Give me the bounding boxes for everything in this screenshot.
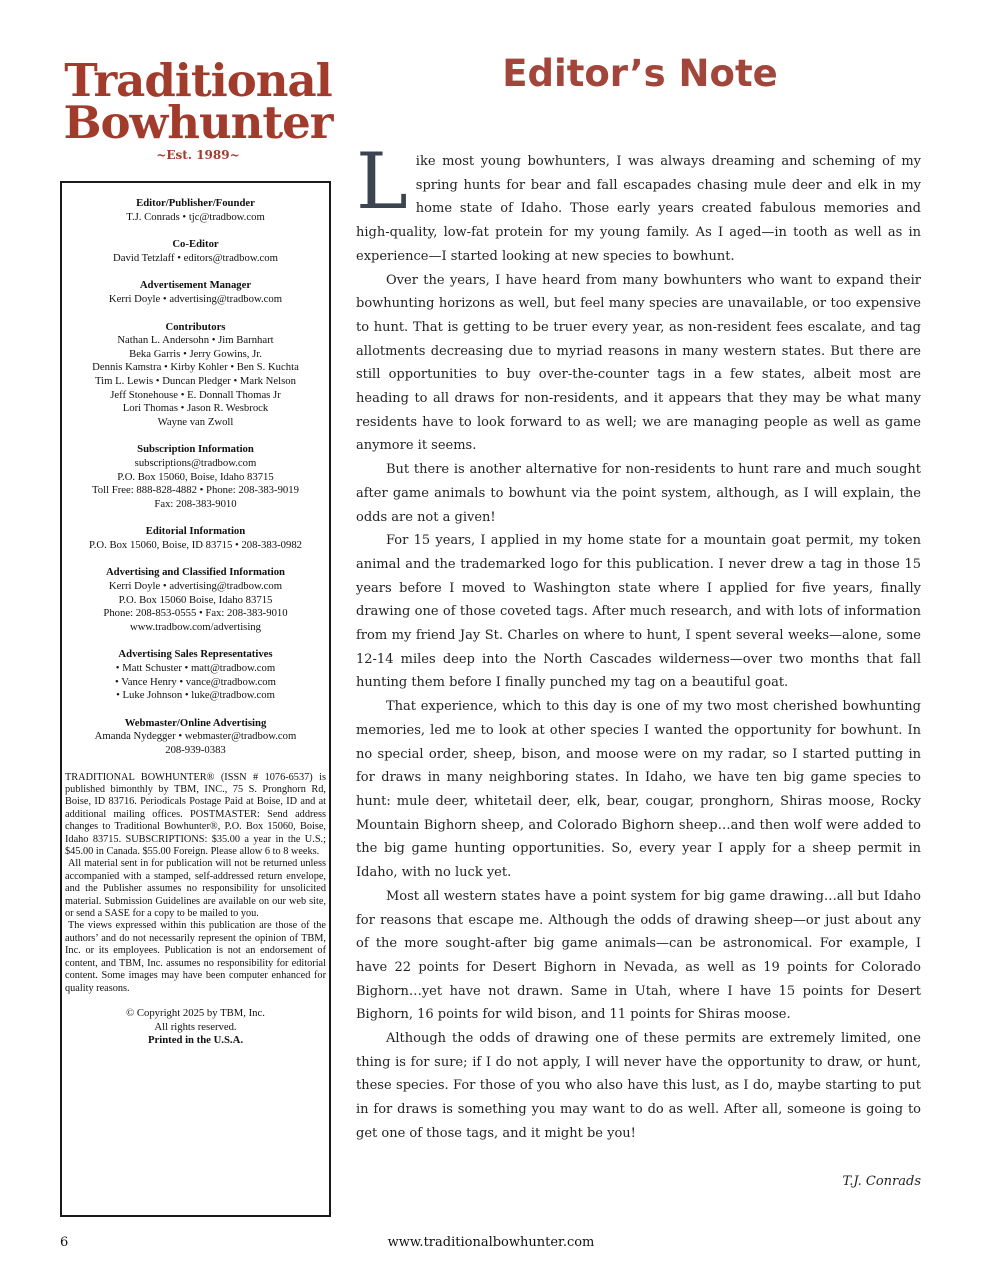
masthead-heading: Subscription Information xyxy=(137,443,254,456)
printed-line: Printed in the U.S.A. xyxy=(147,1034,243,1047)
editors-note-article xyxy=(356,137,921,1146)
copyright-block xyxy=(65,1007,326,1048)
masthead-line: Amanda Nydegger • webmaster@tradbow.com xyxy=(94,730,297,743)
masthead-section xyxy=(65,717,326,758)
masthead-line: Kerri Doyle • advertising@tradbow.com xyxy=(108,292,283,305)
masthead-line: subscriptions@tradbow.com xyxy=(134,456,257,469)
legal-notice xyxy=(65,772,326,995)
masthead-line: David Tetzlaff • editors@tradbow.com xyxy=(113,251,278,264)
masthead-line: Beka Garris • Jerry Gowins, Jr. xyxy=(129,347,262,360)
masthead-line: P.O. Box 15060, Boise, Idaho 83715 xyxy=(117,470,274,483)
masthead-heading: Editor/Publisher/Founder xyxy=(136,197,255,209)
masthead-section xyxy=(65,279,326,306)
masthead-line: P.O. Box 15060, Boise, ID 83715 • 208-383-0982 xyxy=(88,538,303,551)
masthead-line: Nathan L. Andersohn • Jim Barnhart xyxy=(117,334,274,347)
logo-line-2: Bowhunter xyxy=(63,96,333,149)
masthead-line: Dennis Kamstra • Kirby Kohler • Ben S. Kuchta xyxy=(92,361,299,374)
masthead-line: • Matt Schuster • matt@tradbow.com xyxy=(115,662,276,675)
article-paragraph: Most all western states have a point system for big game drawing…all but Idaho for reasons that escape me. Although the odds of drawing sheep—or just about any of the more sought-after big game animals—can be astronomical. For example, I have 22 points for Desert Bighorn in Nevada, as well as 19 points for Colorado Bighorn…yet have not drawn. Same in Utah, where I have 15 points for Desert Bighorn, 16 points for wild bison, and 11 points for Shiras moose. xyxy=(356,888,921,1023)
masthead-section xyxy=(65,238,326,265)
legal-paragraph: TRADITIONAL BOWHUNTER® (ISSN # 1076-6537) is published bimonthly by TBM, INC., 75 S. Pronghorn Rd, Boise, ID 83716. Periodicals Postage Paid at Boise, ID and at additional mailing offices. POSTMASTER: Send address changes to Traditional Bowhunter®, P.O. Box 15060, Boise, Idaho 83715. SUBSCRIPTIONS: $35.00 a year in the U.S.; $45.00 in Canada. $55.00 Foreign. Please allow 6 to 8 weeks. xyxy=(65,771,326,858)
masthead-line: Fax: 208-383-9010 xyxy=(154,497,237,510)
masthead-box xyxy=(60,181,331,1217)
masthead-section xyxy=(65,321,326,430)
article-paragraph: But there is another alternative for non-residents to hunt rare and much sought after game animals to bowhunt via the point system, although, as I will explain, the odds are not a given! xyxy=(356,462,921,525)
masthead-heading: Webmaster/Online Advertising xyxy=(124,716,267,729)
masthead-line: Kerri Doyle • advertising@tradbow.com xyxy=(108,580,283,593)
masthead-section xyxy=(65,197,326,224)
masthead-line: www.tradbow.com/advertising xyxy=(130,620,261,633)
masthead-line: P.O. Box 15060 Boise, Idaho 83715 xyxy=(118,593,273,606)
masthead-section xyxy=(65,443,326,511)
logo-established: ~Est. 1989~ xyxy=(156,148,240,162)
page-number: 6 xyxy=(60,1235,69,1250)
masthead-line: 208-939-0383 xyxy=(165,744,226,756)
magazine-logo xyxy=(58,54,338,162)
article-paragraph: For 15 years, I applied in my home state for a mountain goat permit, my token animal and the trademarked logo for this publication. I never drew a tag in those 15 years before I moved to Washington state where I applied for five years, finally drawing one of those coveted tags. After much research, and with lots of information from my friend Jay St. Charles on where to hunt, I spent several weeks—alone, some 12-14 miles deep into the North Cascades wilderness—over two months that fall hunting them before I finally punched my tag on a beautiful goat. xyxy=(356,533,921,691)
masthead-line: • Vance Henry • vance@tradbow.com xyxy=(115,675,276,688)
page-title: Editor’s Note xyxy=(502,52,778,95)
copyright-line: © Copyright 2025 by TBM, Inc. xyxy=(126,1006,265,1019)
masthead-line: Lori Thomas • Jason R. Wesbrock xyxy=(122,402,269,415)
masthead-heading: Contributors xyxy=(165,320,226,333)
masthead-section xyxy=(65,525,326,552)
masthead-heading: Advertisement Manager xyxy=(139,279,252,292)
masthead-heading: Advertising and Classified Information xyxy=(105,566,286,579)
masthead-section xyxy=(65,566,326,634)
masthead-line: Toll Free: 888-828-4882 • Phone: 208-383-9019 xyxy=(92,484,299,497)
article-paragraph: That experience, which to this day is one of my two most cherished bowhunting memories, led me to look at other species I wanted the opportunity for bowhunt. In no special order, sheep, bison, and moose were on my radar, so I started putting in for draws in many neighboring states. In Idaho, we have ten big game species to hunt: mule deer, whitetail deer, elk, bear, cougar, pronghorn, Shiras moose, Rocky Mountain Bighorn sheep, and Colorado Bighorn sheep…and then wolf were added to the big game hunting opportunities. So, every year I apply for a sheep permit in Idaho, with no luck yet. xyxy=(356,699,921,881)
article-paragraph xyxy=(356,137,921,269)
masthead-line: T.J. Conrads • tjc@tradbow.com xyxy=(126,210,265,223)
masthead-heading: Advertising Sales Representatives xyxy=(118,648,273,661)
rights-line: All rights reserved. xyxy=(154,1020,237,1033)
drop-cap: L xyxy=(356,137,408,227)
first-paragraph-text: ike most young bowhunters, I was always dreaming and scheming of my spring hunts for bear and fall escapades chasing mule deer and elk in my home state of Idaho. Those early years created fabulous memories and high-quality, low-fat protein for my young family. As I aged—in tooth as well as in experience—I started looking at new species to bowhunt. xyxy=(356,154,921,264)
masthead-sections xyxy=(65,197,326,758)
legal-paragraph: The views expressed within this publication are those of the authors’ and do not necessarily represent the opinion of TBM, Inc. or its employees. Publication is not an endorsement of content, and TBM, Inc. assumes no responsibility for editorial content. Some images may have been computer enhanced for quality reasons. xyxy=(65,920,326,994)
masthead-heading: Editorial Information xyxy=(145,525,246,538)
website-url: www.traditionalbowhunter.com xyxy=(387,1235,595,1250)
masthead-line: Phone: 208-853-0555 • Fax: 208-383-9010 xyxy=(103,607,288,620)
article-paragraph: Although the odds of drawing one of these permits are extremely limited, one thing is for sure; if I do not apply, I will never have the opportunity to draw, or hunt, these species. For those of you who also have this lust, as I do, maybe starting to put in for draws is something you may want to do as well. After all, someone is going to get one of those tags, and it might be you! xyxy=(356,1031,921,1141)
logo-line-1: Traditional xyxy=(64,54,332,107)
legal-paragraph: All material sent in for publication will not be returned unless accompanied with a stamped, self-addressed return envelope, and the Publisher assumes no responsibility for unsolicited material. Submission Guidelines are available on our web site, or send a SASE for a copy to be mailed to you. xyxy=(65,858,326,920)
masthead-line: • Luke Johnson • luke@tradbow.com xyxy=(116,689,275,702)
masthead-line: Wayne van Zwoll xyxy=(157,415,234,428)
masthead-line: Tim L. Lewis • Duncan Pledger • Mark Nelson xyxy=(95,374,296,387)
masthead-section xyxy=(65,648,326,702)
article-paragraph: Over the years, I have heard from many bowhunters who want to expand their bowhunting horizons as well, but feel many species are unavailable, or too expensive to hunt. That is getting to be truer every year, as non-resident fees escalate, and tag allotments decreasing due to myriad reasons in many western states. But there are still opportunities to buy over-the-counter tags in a few states, albeit most are heading to all draws for non-residents, and it appears that they may be what many residents have to look forward to as well; we are managing people as well as game anymore it seems. xyxy=(356,272,921,454)
author-signature: T.J. Conrads xyxy=(842,1174,921,1189)
masthead-line: Jeff Stonehouse • E. Donnall Thomas Jr xyxy=(110,388,281,401)
masthead-heading: Co-Editor xyxy=(172,238,219,251)
